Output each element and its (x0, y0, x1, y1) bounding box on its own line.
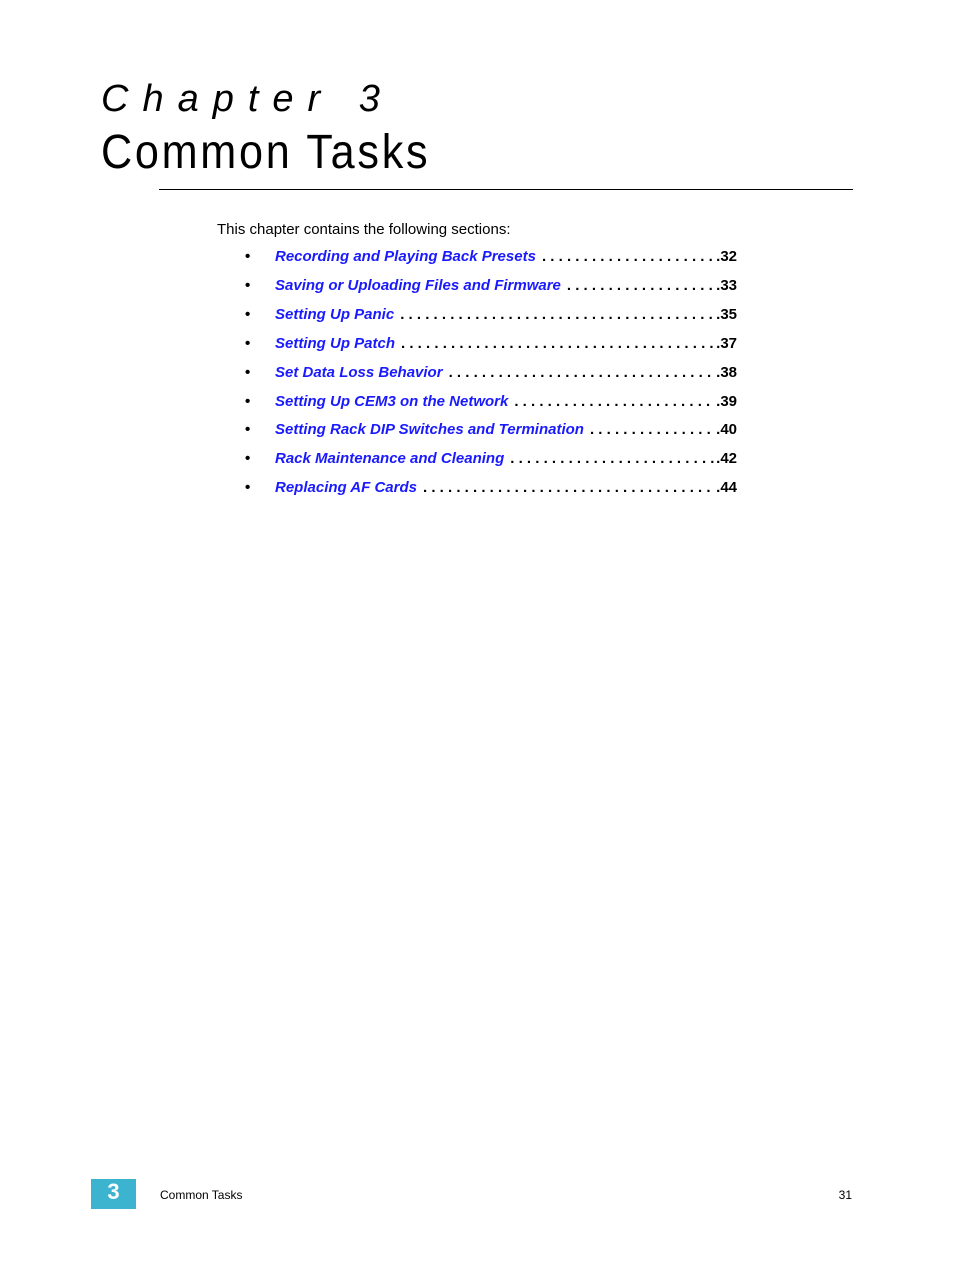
toc-item (217, 277, 737, 306)
dot-leader (400, 306, 715, 324)
toc-page-number: . 35 (715, 306, 737, 324)
chapter-title: Common Tasks (101, 126, 431, 179)
dot-leader (590, 421, 715, 439)
chapter-number-tab: 3 (91, 1179, 136, 1209)
toc-page-number: . 44 (715, 479, 737, 497)
toc-item (217, 306, 737, 335)
toc-page-number: . 39 (715, 393, 737, 411)
intro-text: This chapter contains the following sections: (217, 221, 511, 238)
toc-link-cem3-network[interactable]: Setting Up CEM3 on the Network (275, 393, 514, 411)
toc-item (217, 248, 737, 277)
toc-entry (275, 364, 737, 382)
toc-entry (275, 306, 737, 324)
bullet-icon: • (245, 479, 251, 496)
toc-page-number: . 33 (715, 277, 737, 295)
bullet-icon: • (245, 277, 251, 294)
dot-leader (449, 364, 716, 382)
toc-page-number: . 42 (715, 450, 737, 468)
footer-chapter-title: Common Tasks (160, 1188, 243, 1202)
toc-item (217, 450, 737, 479)
toc-entry (275, 335, 737, 353)
toc-page-number: . 40 (715, 421, 737, 439)
bullet-icon: • (245, 248, 251, 265)
title-divider (159, 189, 853, 190)
toc-entry (275, 421, 737, 439)
toc-link-patch[interactable]: Setting Up Patch (275, 335, 401, 353)
toc-item (217, 393, 737, 421)
toc-page-number: . 32 (715, 248, 737, 266)
footer-page-number: 31 (838, 1188, 852, 1202)
dot-leader (514, 393, 715, 411)
toc-entry (275, 479, 737, 497)
toc-entry (275, 277, 737, 295)
bullet-icon: • (245, 393, 251, 410)
bullet-icon: • (245, 364, 251, 381)
toc-item (217, 479, 737, 508)
dot-leader (510, 450, 715, 468)
toc-link-rack-maintenance[interactable]: Rack Maintenance and Cleaning (275, 450, 510, 468)
bullet-icon: • (245, 335, 251, 352)
toc-page-number: . 37 (715, 335, 737, 353)
dot-leader (542, 248, 715, 266)
toc-link-dip-switches[interactable]: Setting Rack DIP Switches and Termination (275, 421, 590, 439)
dot-leader (423, 479, 715, 497)
bullet-icon: • (245, 450, 251, 467)
toc-link-saving-files[interactable]: Saving or Uploading Files and Firmware (275, 277, 567, 295)
toc-link-af-cards[interactable]: Replacing AF Cards (275, 479, 423, 497)
dot-leader (401, 335, 715, 353)
bullet-icon: • (245, 306, 251, 323)
dot-leader (567, 277, 715, 295)
toc-link-recording-presets[interactable]: Recording and Playing Back Presets (275, 248, 542, 266)
toc-link-data-loss[interactable]: Set Data Loss Behavior (275, 364, 449, 382)
toc-page-number: . 38 (715, 364, 737, 382)
toc-item (217, 364, 737, 393)
toc-item (217, 335, 737, 364)
toc-link-panic[interactable]: Setting Up Panic (275, 306, 400, 324)
section-list (217, 248, 737, 508)
toc-entry (275, 248, 737, 266)
toc-item (217, 421, 737, 450)
toc-entry (275, 450, 737, 468)
chapter-label: Chapter 3 (101, 78, 394, 120)
toc-entry (275, 393, 737, 411)
bullet-icon: • (245, 421, 251, 438)
